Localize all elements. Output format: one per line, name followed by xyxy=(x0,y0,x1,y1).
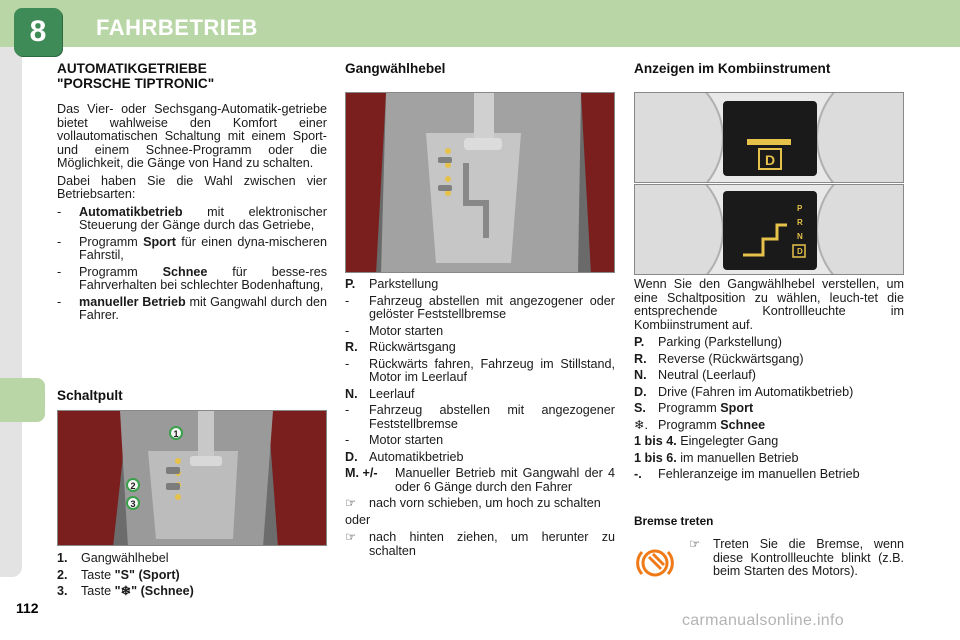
section-heading-schaltpult: Schaltpult xyxy=(57,388,123,403)
mode-name: Schnee xyxy=(162,264,208,279)
lever-item xyxy=(345,404,615,431)
instrument-bottom-illustration xyxy=(635,185,904,275)
finger-pointer-icon: ☞ xyxy=(345,496,357,510)
item-key: S. xyxy=(634,401,646,415)
lever-item xyxy=(345,358,615,385)
item-key: D. xyxy=(345,449,358,464)
mode-name: Sport xyxy=(143,234,176,249)
right-column xyxy=(634,61,904,578)
mode-name: manueller Betrieb xyxy=(79,294,186,309)
indicator-item xyxy=(634,402,904,416)
item-key: R. xyxy=(634,351,647,366)
item-text: Fehleranzeige im manuellen Betrieb xyxy=(658,467,860,481)
brake-instruction xyxy=(689,538,904,579)
dash: - xyxy=(57,294,62,309)
item-dash: - xyxy=(345,356,350,371)
indicator-item xyxy=(634,336,904,350)
legend-prefix: Taste xyxy=(81,567,115,582)
mode-prefix: Programm xyxy=(79,264,163,279)
console-illustration xyxy=(58,411,327,546)
section-heading-gangwaehlhebel: Gangwählhebel xyxy=(345,61,446,76)
dash: - xyxy=(57,204,62,219)
intro-paragraph: Das Vier- oder Sechsgang-Automatik-getriebe bietet wahlweise den Komfort einer vollautomatischen Schaltung mit einem Sport- und einem Schnee-Programm oder die Möglichkeit, die Gänge von Hand zu schalten. xyxy=(57,102,327,170)
mode-text: für besse-res Fahrverhalten bei schlechter Bodenhaftung, xyxy=(79,264,327,292)
instrument-top-illustration xyxy=(635,93,904,183)
page-title: FAHRBETRIEB xyxy=(96,15,258,40)
legend-number: 1. xyxy=(57,551,68,565)
item-key: M. +/- xyxy=(345,466,378,480)
item-text: Motor starten xyxy=(369,323,444,338)
oder-text: oder xyxy=(345,512,371,527)
dash: - xyxy=(57,234,62,249)
indicator-item xyxy=(634,369,904,383)
brake-warning-icon xyxy=(634,542,676,584)
item-text: Neutral (Leerlauf) xyxy=(658,368,756,382)
legend-key: "❄" (Schnee) xyxy=(114,584,194,598)
mode-text: mit Gangwahl durch den Fahrer. xyxy=(79,294,327,322)
chapter-side-tab xyxy=(0,378,45,422)
callout-1: 1 xyxy=(173,429,179,439)
mode-text: mit elektronischer Steuerung der Gänge durch das Getriebe, xyxy=(79,204,327,232)
finger-pointer-icon: ☞ xyxy=(689,537,701,551)
item-text: Programm xyxy=(658,417,721,432)
mode-item xyxy=(57,266,327,293)
gate-letter-p: P xyxy=(797,204,803,213)
item-dash: - xyxy=(345,403,350,417)
middle-column xyxy=(345,61,615,558)
item-bold: Sport xyxy=(720,401,754,415)
left-side-rail xyxy=(0,47,22,577)
item-key: R. xyxy=(345,340,358,354)
heading-line-1: AUTOMATIKGETRIEBE xyxy=(57,61,207,76)
lever-item xyxy=(345,531,615,558)
console-photo xyxy=(57,410,327,546)
selector-lever-photo xyxy=(345,92,615,273)
item-key: P. xyxy=(345,277,356,291)
legend-number: 3. xyxy=(57,584,68,598)
item-text: Fahrzeug abstellen mit angezogener Feststellbremse xyxy=(369,403,615,431)
left-column xyxy=(57,61,328,598)
item-key: N. xyxy=(634,368,647,382)
legend-item xyxy=(57,552,327,566)
callout-2: 2 xyxy=(130,481,136,491)
selector-illustration xyxy=(346,93,615,273)
item-bold: Schnee xyxy=(720,417,766,432)
snowflake-icon: ❄. xyxy=(634,417,649,432)
item-dash: - xyxy=(345,293,350,308)
legend-prefix: Taste xyxy=(81,584,115,598)
lever-item xyxy=(345,325,615,339)
item-key: N. xyxy=(345,386,358,401)
item-text: Parkstellung xyxy=(369,277,439,291)
legend-item xyxy=(57,569,327,583)
item-text: Motor starten xyxy=(369,433,444,447)
mode-item xyxy=(57,206,327,233)
item-text: Reverse (Rückwärtsgang) xyxy=(658,351,804,366)
item-dash: - xyxy=(345,433,350,447)
item-text: Fahrzeug abstellen mit angezogener oder gelöster Feststellbremse xyxy=(369,293,615,321)
indicator-item xyxy=(634,419,904,433)
legend-text: Gangwählhebel xyxy=(81,551,169,565)
mode-item xyxy=(57,296,327,323)
gear-text: Eingelegter Gang xyxy=(676,434,779,448)
gear-range: 1 bis 6. xyxy=(634,450,677,465)
brake-text: Treten Sie die Bremse, wenn diese Kontrollleuchte blinkt (z.B. beim Starten des Motors). xyxy=(713,537,904,578)
lever-item xyxy=(345,497,615,511)
page-number: 112 xyxy=(16,600,39,616)
lever-item xyxy=(345,467,615,494)
mode-text: für einen dyna-mischeren Fahrstil, xyxy=(79,234,328,262)
item-text: Automatikbetrieb xyxy=(369,449,464,464)
instrument-display-bottom xyxy=(634,184,904,275)
mode-item xyxy=(57,236,327,263)
item-text: Rückwärtsgang xyxy=(369,340,456,354)
item-text: Leerlauf xyxy=(369,386,415,401)
item-key: -. xyxy=(634,467,642,481)
mode-prefix: Programm xyxy=(79,234,144,249)
indicator-list xyxy=(634,278,904,485)
display-gear-letter: D xyxy=(764,152,776,168)
section-heading-automatikgetriebe xyxy=(57,62,327,91)
indicator-item xyxy=(634,353,904,367)
legend-number: 2. xyxy=(57,567,68,582)
item-text: Parking (Parkstellung) xyxy=(658,335,782,349)
console-legend xyxy=(57,552,327,602)
lever-item xyxy=(345,451,615,465)
lever-item xyxy=(345,434,615,448)
gear-range: 1 bis 4. xyxy=(634,434,677,448)
legend-item xyxy=(57,585,327,599)
callout-3: 3 xyxy=(130,499,136,509)
lever-item xyxy=(345,295,615,322)
gear-row xyxy=(634,435,904,449)
indicator-intro: Wenn Sie den Gangwählhebel verstellen, um eine Schaltposition zu wählen, leuch-tet die entsprechende Kontrollleuchte im Kombiinstrument auf. xyxy=(634,277,904,332)
item-text: Programm xyxy=(658,401,721,415)
lever-item xyxy=(345,278,615,292)
item-text: Rückwärts fahren, Fahrzeug im Stillstand, Motor im Leerlauf xyxy=(369,356,615,384)
gate-letter-n: N xyxy=(797,232,803,241)
watermark: carmanualsonline.info xyxy=(682,612,844,629)
modes-paragraph: Dabei haben Sie die Wahl zwischen vier Betriebsarten: xyxy=(57,173,327,201)
item-key: D. xyxy=(634,384,647,399)
item-key: P. xyxy=(634,335,645,349)
lever-item xyxy=(345,341,615,355)
item-text: Drive (Fahren im Automatikbetrieb) xyxy=(658,384,854,399)
dash: - xyxy=(57,264,62,279)
item-text: nach hinten ziehen, um herunter zu schalten xyxy=(369,530,615,558)
lever-position-list xyxy=(345,278,615,561)
gate-letter-d: D xyxy=(797,247,803,256)
section-heading-anzeigen: Anzeigen im Kombiinstrument xyxy=(634,61,831,76)
mode-name: Automatikbetrieb xyxy=(79,204,183,219)
item-text: Manueller Betrieb mit Gangwahl der 4 oder 6 Gänge durch den Fahrer xyxy=(395,466,615,494)
legend-key: "S" (Sport) xyxy=(114,567,180,582)
gear-row xyxy=(634,452,904,466)
heading-line-2: "PORSCHE TIPTRONIC" xyxy=(57,75,215,91)
instrument-display-top xyxy=(634,92,904,183)
item-text: nach vorn schieben, um hoch zu schalten xyxy=(369,496,601,510)
error-row xyxy=(634,468,904,482)
lever-item xyxy=(345,388,615,402)
finger-pointer-icon: ☞ xyxy=(345,530,357,544)
section-heading-bremse-treten: Bremse treten xyxy=(634,514,714,528)
gear-text: im manuellen Betrieb xyxy=(676,450,799,465)
indicator-item xyxy=(634,386,904,400)
item-dash: - xyxy=(345,323,350,338)
gate-letter-r: R xyxy=(797,218,803,227)
chapter-number-badge: 8 xyxy=(14,8,62,56)
